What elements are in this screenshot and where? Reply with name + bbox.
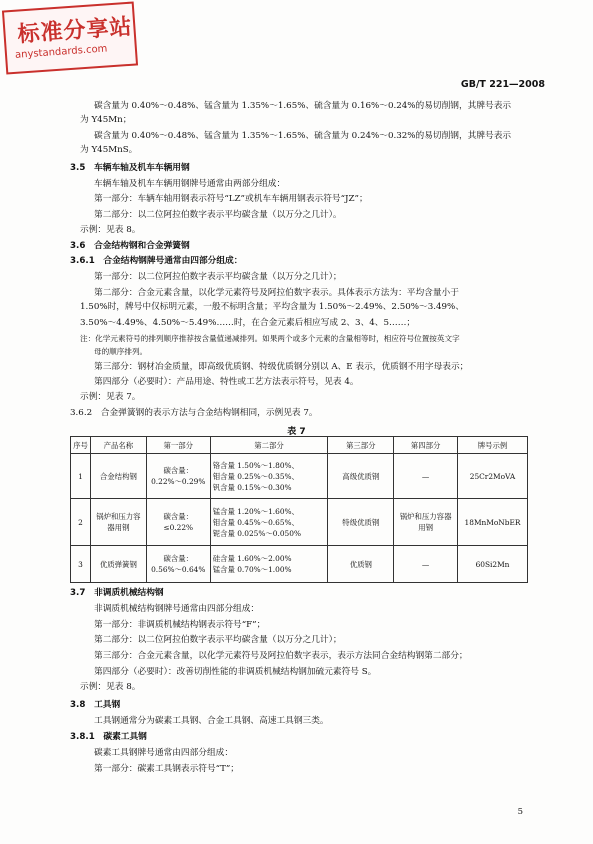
table-header-row [71,437,528,454]
part-two-line: 铬含量 1.50%～1.80%、 [212,460,299,470]
part-four-cell: 锅炉和压力容器用钢 [394,499,458,546]
header-cell: 第二部分 [210,437,328,454]
watermark-title: 标准分享站 [16,14,134,48]
example-note: 示例：见表 8。 [80,225,141,235]
header-cell: 产品名称 [90,437,146,454]
header-cell: 第三部分 [328,437,394,454]
part-one-cell [146,499,210,546]
subsection-heading: 3.6.1 合金结构钢牌号通常由四部分组成： [70,256,243,266]
paragraph-line: 为 Y45Mn； [80,115,132,125]
product-name: 合金结构钢 [90,454,146,499]
section-heading: 3.5 车辆车轴及机车车辆用钢 [70,163,190,173]
paragraph-line: 非调质机械结构钢牌号通常由四部分组成： [94,604,260,614]
part-two-line: 钼含量 0.45%～0.65%、 [212,517,299,527]
part-two-cell [210,499,328,546]
grade-example: 25Cr2MoVA [458,454,528,499]
part-two-line: 锰含量 0.70%～1.00% [212,565,292,574]
subsection-heading: 3.6.2 合金弹簧钢的表示方法与合金结构钢相同，示例见表 7。 [70,408,318,418]
paragraph-line: 第三部分：钢材冶金质量，即高级优质钢、特级优质钢分别以 A、E 表示，优质钢不用字母表示； [94,362,469,372]
paragraph-line: 工具钢通常分为碳素工具钢、合金工具钢、高速工具钢三类。 [94,716,329,726]
header-cell: 牌号示例 [458,437,528,454]
watermark-url: anystandards.com [14,43,108,61]
watermark-stamp [2,1,138,74]
part-two-line: 铌含量 0.025%～0.050% [212,528,301,538]
part-two-line: 钒含量 0.15%～0.30% [212,482,292,492]
row-number: 2 [71,499,91,546]
part-three-cell: 优质钢 [328,546,394,583]
table-row [71,546,528,583]
note-line: 母的顺序排列。 [94,347,148,356]
paragraph-line: 3.50%～4.49%、4.50%～5.49%……时，在合金元素后相应写成 2、3、4、5……； [80,318,416,328]
paragraph-line: 第四部分（必要时）：改善切削性能的非调质机械结构钢加硫元素符号 S。 [94,667,377,677]
paragraph-line: 第一部分：碳素工具钢表示符号“T”； [94,764,239,774]
table-caption: 表 7 [287,427,306,437]
part-one-label: 碳含量： [163,512,194,521]
example-note: 示例：见表 7。 [80,392,141,402]
part-two-line: 硅含量 1.60%～2.00% [212,554,292,563]
paragraph-line: 第一部分：非调质机械结构钢表示符号“F”； [94,620,266,630]
paragraph-line: 第一部分：车辆车轴用钢表示符号“LZ”或机车车辆用钢表示符号“JZ”； [94,194,368,204]
part-one-value: 0.22%～0.29% [151,477,206,486]
part-two-line: 锰含量 1.20%～1.60%、 [212,506,299,516]
standard-number: GB/T 221—2008 [460,79,545,90]
product-name: 优质弹簧钢 [90,546,146,583]
header-cell: 序号 [71,437,91,454]
note-line: 注：化学元素符号的排列顺序推荐按含量值递减排列。如果两个或多个元素的含量相等时，相应符号位置按英文字 [80,334,460,343]
part-four-cell: — [394,546,458,583]
table-row [71,454,528,499]
section-heading: 3.7 非调质机械结构钢 [70,588,164,598]
product-name: 锅炉和压力容器用钢 [90,499,146,546]
paragraph-line: 碳素工具钢牌号通常由四部分组成： [94,748,233,758]
header-cell: 第四部分 [394,437,458,454]
part-one-label: 碳含量： [163,554,194,563]
paragraph-line: 第四部分（必要时）：产品用途、特性或工艺方法表示符号，见表 4。 [94,377,359,387]
part-one-label: 碳含量： [163,466,194,475]
paragraph-line: 第一部分：以二位阿拉伯数字表示平均碳含量（以万分之几计）； [94,272,342,282]
part-one-value: 0.56%～0.64% [151,565,206,574]
section-heading: 3.8 工具钢 [70,700,121,710]
paragraph-line: 车辆车轴及机车车辆用钢牌号通常由两部分组成： [94,179,286,189]
part-one-value: ≤0.22% [163,523,194,532]
part-three-cell: 特级优质钢 [328,499,394,546]
part-two-cell [210,454,328,499]
subsection-heading: 3.8.1 碳素工具钢 [70,732,147,742]
grade-example: 18MnMoNbER [458,499,528,546]
page-number: 5 [517,807,523,817]
paragraph-line: 1.50%时，牌号中仅标明元素，一般不标明含量；平均含量为 1.50%～2.49%、2.50%～3.49%、 [80,302,465,312]
header-cell: 第一部分 [146,437,210,454]
section-heading: 3.6 合金结构钢和合金弹簧钢 [70,241,190,251]
table-7 [70,436,528,583]
table-row [71,499,528,546]
part-four-cell: — [394,454,458,499]
row-number: 3 [71,546,91,583]
paragraph-line: 第二部分：以二位阿拉伯数字表示平均碳含量（以万分之几计）； [94,635,342,645]
grade-example: 60Si2Mn [458,546,528,583]
part-two-cell [210,546,328,583]
example-note: 示例：见表 8。 [80,682,141,692]
part-three-cell: 高级优质钢 [328,454,394,499]
paragraph-line: 第三部分：合金元素含量，以化学元素符号及阿拉伯数字表示，表示方法同合金结构钢第二部分； [94,651,468,661]
part-one-cell [146,546,210,583]
part-one-cell [146,454,210,499]
paragraph-line: 碳含量为 0.40%～0.48%、锰含量为 1.35%～1.65%、硫含量为 0.16%～0.24%的易切削钢，其牌号表示 [94,101,512,111]
part-two-line: 钼含量 0.25%～0.35%、 [212,471,299,481]
paragraph-line: 第二部分：合金元素含量，以化学元素符号及阿拉伯数字表示。具体表示方法为：平均含量小于 [94,288,459,298]
paragraph-line: 第二部分：以二位阿拉伯数字表示平均碳含量（以万分之几计）。 [94,210,342,220]
paragraph-line: 为 Y45MnS。 [80,145,138,155]
row-number: 1 [71,454,91,499]
paragraph-line: 碳含量为 0.40%～0.48%、锰含量为 1.35%～1.65%、硫含量为 0.24%～0.32%的易切削钢，其牌号表示 [94,131,512,141]
